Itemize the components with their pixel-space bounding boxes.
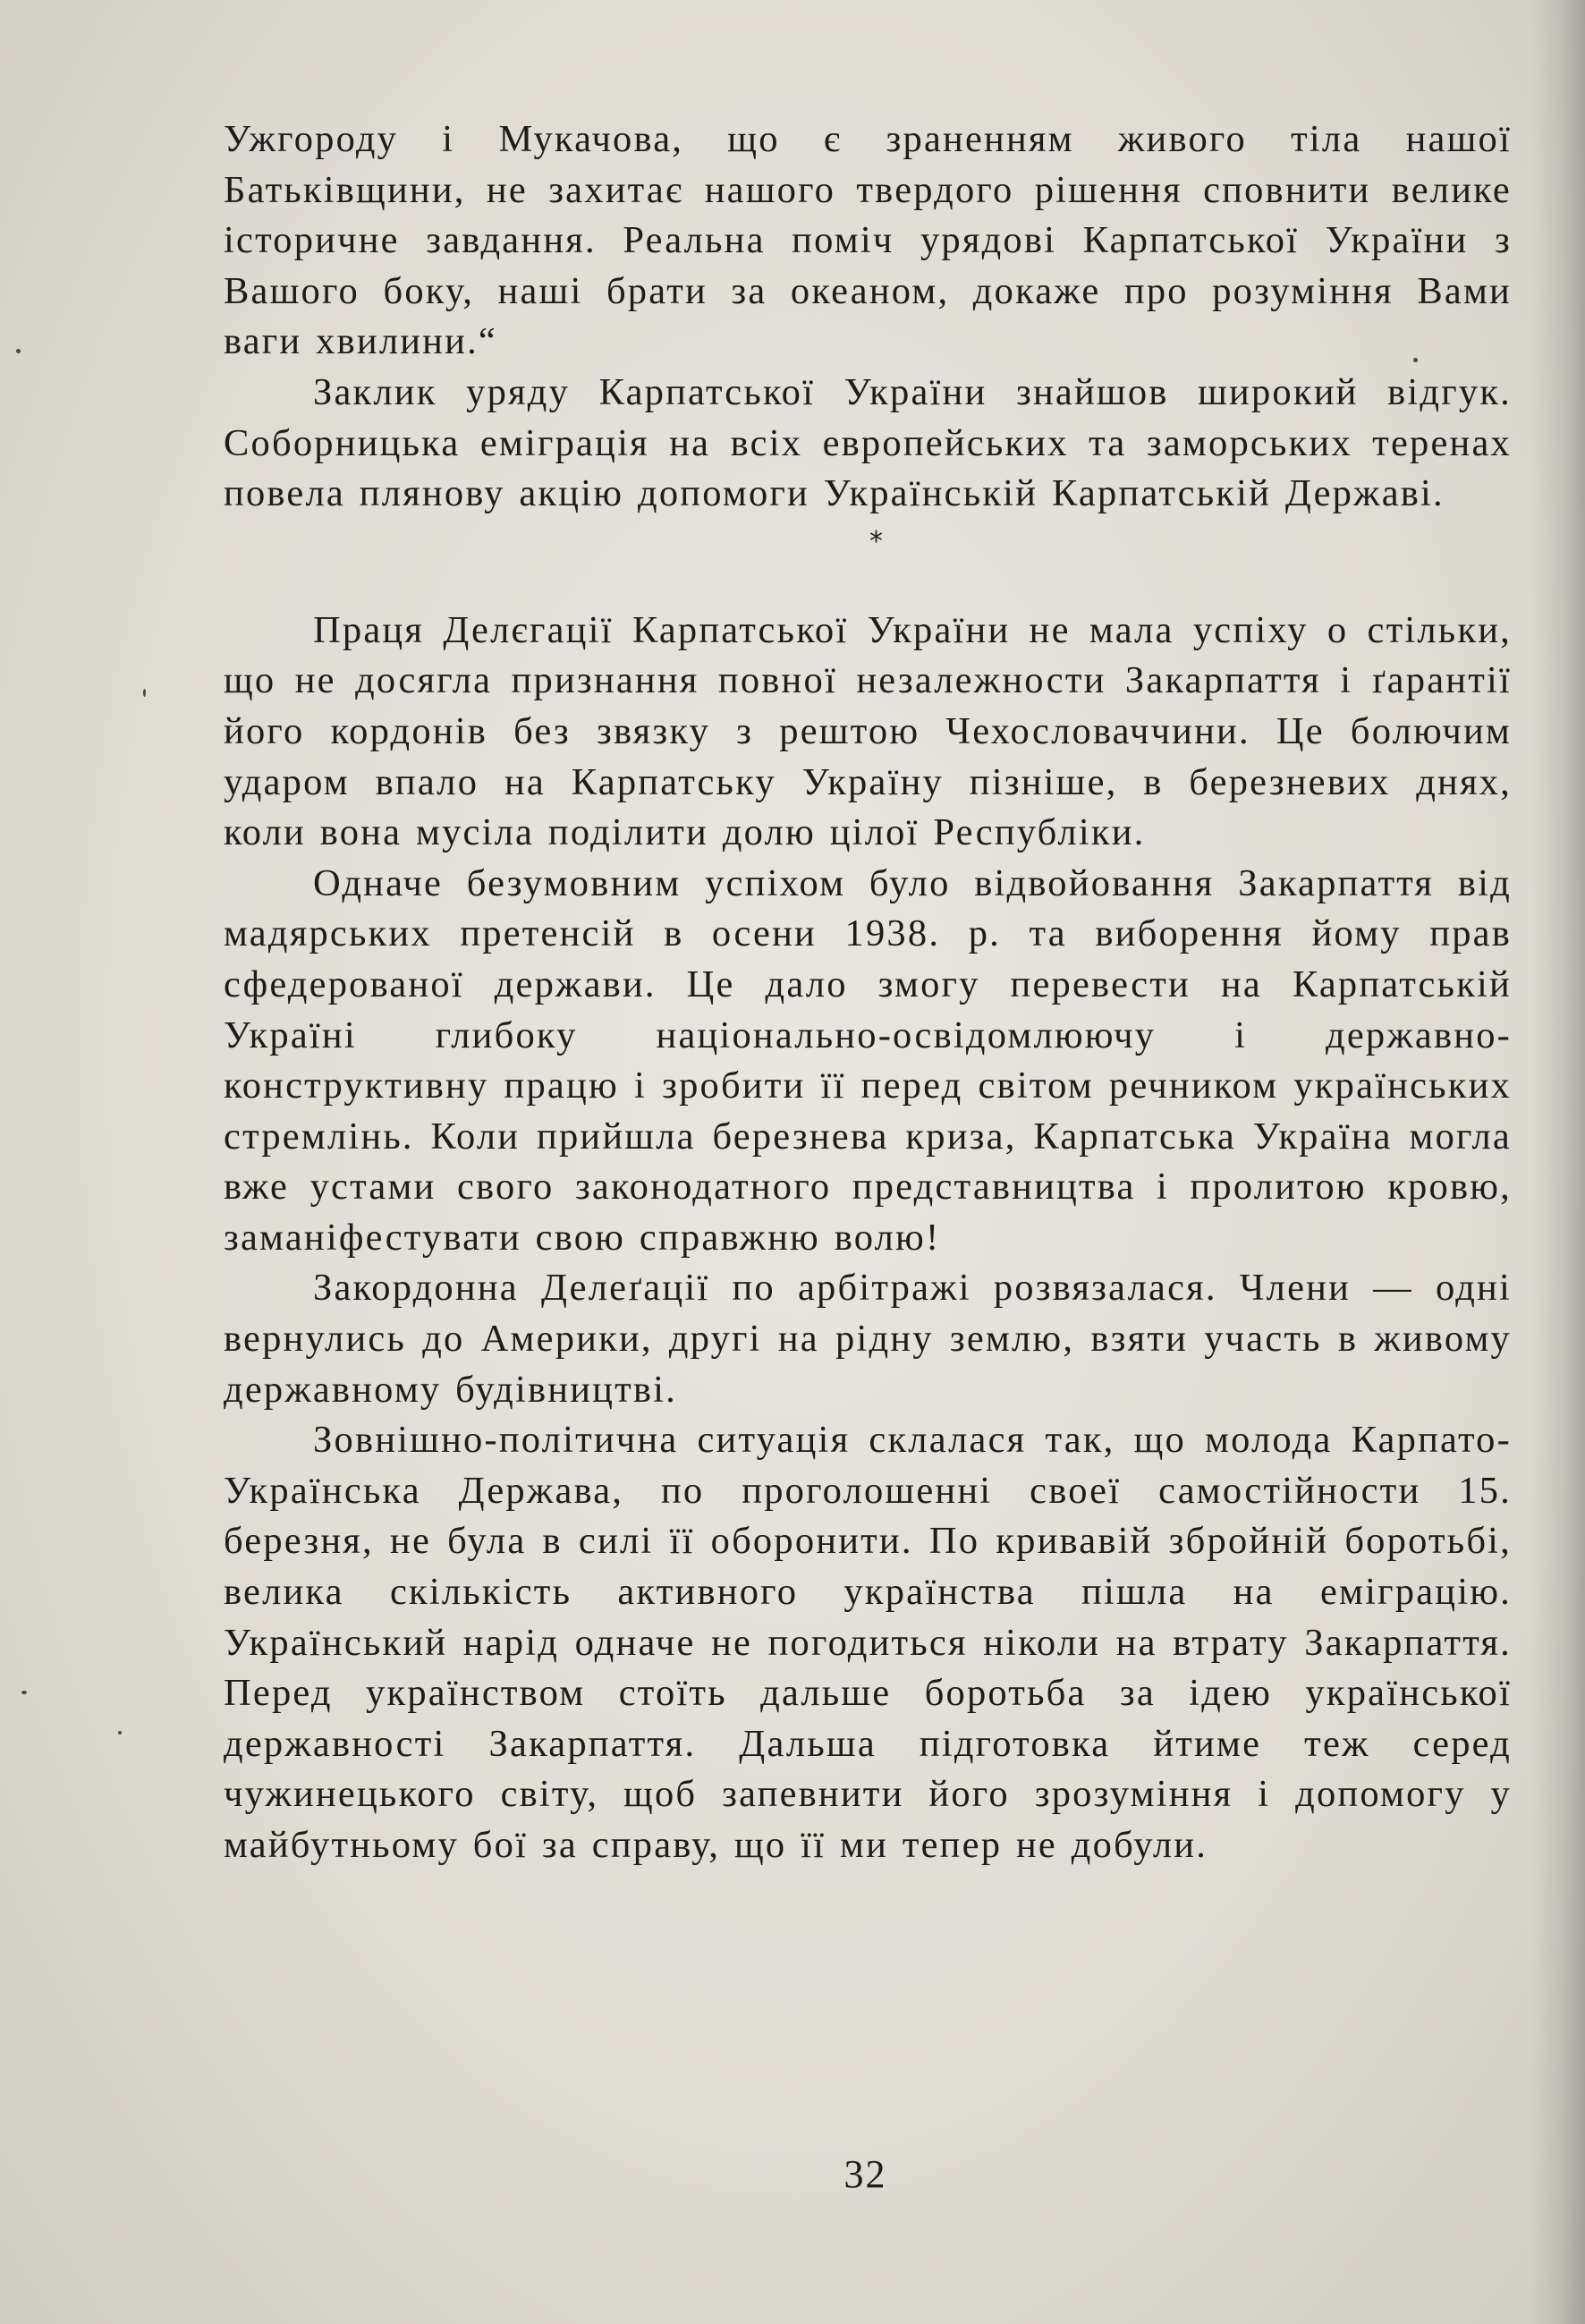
paragraph-6: Зовнішно-політична ситуація склалася так, що молода Карпато-Українська Держава, по проголошенні своеї самостійности 15. березня, не була в силі її оборонити. По кривавій збройній боротьбі, велика скількість активного українства пішла на еміграцію. Український нарід одначе не погодиться ніколи на втрату Закарпаття. Перед українством стоїть дальше боротьба за ідею української державності Закарпаття. Дальша підготовка йтиме теж серед чужинецького світу, щоб запевнити його зрозуміння і допомогу у майбутньому бої за справу, що її ми тепер не добули.: [224, 1419, 1512, 1866]
body-text: [224, 115, 1512, 1871]
page-edge-shadow: [1531, 0, 1585, 2324]
asterisk-separator: *: [869, 525, 886, 557]
paper-speck: [16, 349, 21, 353]
paragraph-2: Заклик уряду Карпатської України знайшов широкий відгук. Соборницька еміграція на всіх европейських та заморських теренах повела плянову акцію допомоги Українській Карпатській Державі.: [224, 370, 1512, 515]
paper-speck: [1413, 358, 1418, 362]
paragraph-1: Ужгороду і Мукачова, що є зраненням живого тіла нашої Батьківщини, не захитає нашого твердого рішення сповнити велике історичне завдання. Реальна поміч урядові Карпатської України з Вашого боку, наші брати за океаном, докаже про розуміння Вами ваги хвилини.“: [224, 118, 1512, 363]
page-number: 32: [843, 2152, 887, 2196]
paragraph-4: Одначе безумовним успіхом було відвойовання Закарпаття від мадярських претенсій в осени 1938. р. та виборення йому прав сфедерованої держави. Це дало змогу перевести на Карпатській Україні глибоку національно-освідомлюючу і державно-конструктивну працю і зробити її перед світом речником українських стремлінь. Коли прийшла березнева криза, Карпатська Україна могла вже устами свого законодатного представництва і пролитою кровю, заманіфестувати свою справжню волю!: [224, 861, 1512, 1259]
section-separator: [224, 520, 1512, 606]
paper-speck: [21, 1691, 27, 1694]
paper-speck: [118, 1731, 122, 1735]
paragraph-5: Закордонна Делеґації по арбітражі розвязалася. Члени — одні вернулись до Америки, другі на рідну землю, взяти участь в живому державному будівництві.: [224, 1267, 1512, 1411]
paper-speck: [143, 689, 146, 697]
paragraph-3: Праця Делєгації Карпатської України не мала успіху о стільки, що не досягла признання повної незалежности Закарпаття і ґарантії його кордонів без звязку з рештою Чехословаччини. Це болючим ударом впало на Карпатську Україну пізніше, в березневих днях, коли вона мусіла поділити долю цілої Республіки.: [224, 608, 1512, 854]
